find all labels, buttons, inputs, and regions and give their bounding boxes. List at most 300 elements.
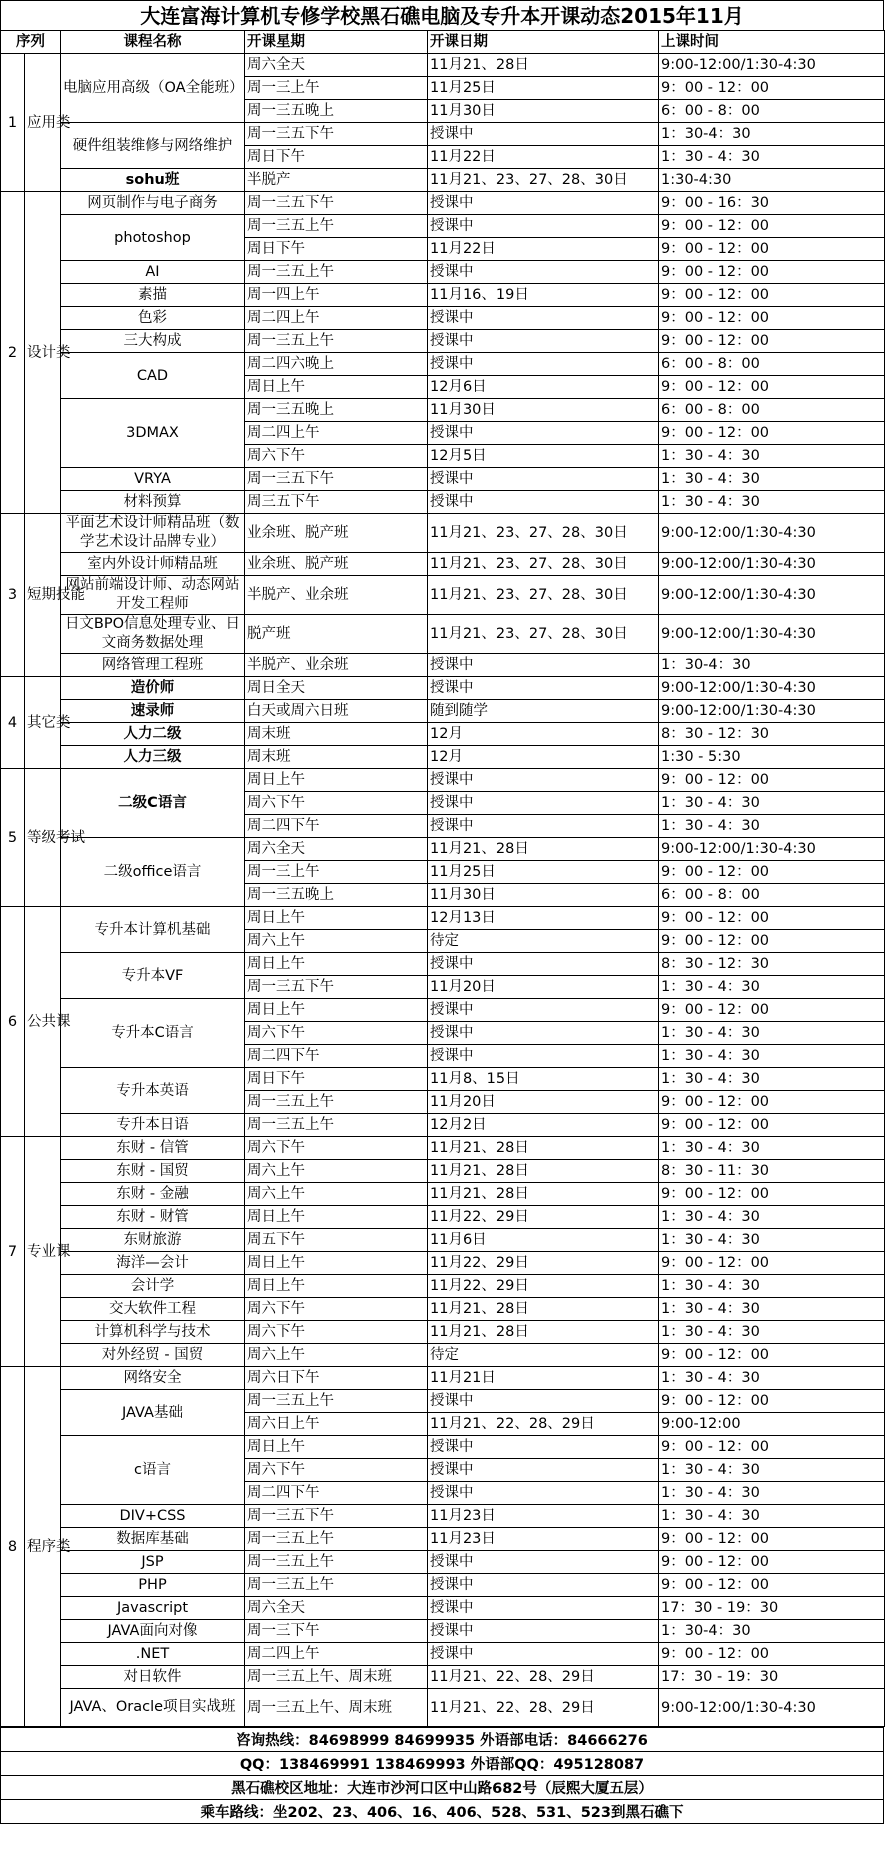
cell-date: 授课中 [428,307,659,330]
cell-date: 随到随学 [428,700,659,723]
cell-date: 授课中 [428,215,659,238]
cell-weekday: 周二四下午 [245,1482,428,1505]
group-number: 2 [1,192,25,514]
cell-date: 11月30日 [428,399,659,422]
cell-weekday: 业余班、脱产班 [245,553,428,576]
cell-time: 1:30 - 5:30 [659,746,885,769]
cell-date: 11月22、29日 [428,1275,659,1298]
cell-weekday: 周日上午 [245,907,428,930]
cell-weekday: 半脱产 [245,169,428,192]
group-category: 程序类 [25,1367,61,1727]
course-name: CAD [61,353,245,399]
cell-date: 11月21日 [428,1367,659,1390]
course-name: 海洋—会计 [61,1252,245,1275]
table-row [1,1689,885,1727]
table-row [1,261,885,284]
cell-date: 12月 [428,746,659,769]
course-name: JSP [61,1551,245,1574]
cell-date: 11月23日 [428,1528,659,1551]
course-name: 电脑应用高级（OA全能班） [61,54,245,123]
table-row [1,1206,885,1229]
cell-time: 9：00 - 12：00 [659,330,885,353]
cell-date: 11月21、28日 [428,838,659,861]
cell-weekday: 周日全天 [245,677,428,700]
course-name: 对日软件 [61,1666,245,1689]
cell-weekday: 周日上午 [245,1206,428,1229]
cell-time: 9：00 - 12：00 [659,769,885,792]
table-row [1,1321,885,1344]
cell-date: 11月21、23、27、28、30日 [428,169,659,192]
cell-date: 12月2日 [428,1114,659,1137]
group-category: 等级考试 [25,769,61,907]
header-date: 开课日期 [428,31,659,54]
footer-line: 黑石礁校区地址：大连市沙河口区中山路682号（辰熙大厦五层） [1,1776,884,1800]
cell-weekday: 白天或周六日班 [245,700,428,723]
cell-date: 授课中 [428,654,659,677]
cell-time: 9：00 - 16：30 [659,192,885,215]
table-row [1,1137,885,1160]
cell-weekday: 周二四上午 [245,1643,428,1666]
table-row [1,838,885,861]
cell-time: 9：00 - 12：00 [659,1390,885,1413]
course-name: 造价师 [61,677,245,700]
table-row [1,576,885,615]
cell-time: 9:00-12:00/1:30-4:30 [659,615,885,654]
cell-date: 11月22日 [428,146,659,169]
cell-date: 11月25日 [428,861,659,884]
cell-time: 1：30 - 4：30 [659,1206,885,1229]
cell-weekday: 周末班 [245,723,428,746]
cell-weekday: 周日下午 [245,1068,428,1091]
cell-date: 11月21、22、28、29日 [428,1689,659,1727]
course-name: 对外经贸 - 国贸 [61,1344,245,1367]
cell-weekday: 周二四下午 [245,815,428,838]
cell-weekday: 周六上午 [245,1183,428,1206]
cell-date: 授课中 [428,1482,659,1505]
cell-weekday: 周日上午 [245,1275,428,1298]
cell-weekday: 周二四上午 [245,422,428,445]
cell-weekday: 周日下午 [245,238,428,261]
course-name: 专升本VF [61,953,245,999]
table-row [1,1551,885,1574]
cell-weekday: 周六下午 [245,792,428,815]
course-name: 交大软件工程 [61,1298,245,1321]
cell-date: 授课中 [428,261,659,284]
cell-date: 11月22、29日 [428,1252,659,1275]
table-row [1,330,885,353]
cell-time: 9:00-12:00/1:30-4:30 [659,54,885,77]
cell-date: 授课中 [428,422,659,445]
table-row [1,1298,885,1321]
cell-weekday: 业余班、脱产班 [245,514,428,553]
cell-weekday: 周六全天 [245,838,428,861]
table-row [1,1666,885,1689]
course-name: 速录师 [61,700,245,723]
cell-date: 11月21、28日 [428,1160,659,1183]
table-row [1,123,885,146]
cell-time: 1：30-4：30 [659,654,885,677]
cell-time: 9：00 - 12：00 [659,861,885,884]
cell-date: 11月25日 [428,77,659,100]
cell-time: 9:00-12:00/1:30-4:30 [659,677,885,700]
cell-time: 9：00 - 12：00 [659,1643,885,1666]
course-name: 室内外设计师精品班 [61,553,245,576]
cell-time: 1：30 - 4：30 [659,1321,885,1344]
cell-weekday: 周一三五上午 [245,1528,428,1551]
cell-date: 11月21、28日 [428,1321,659,1344]
cell-weekday: 周一三五晚上 [245,399,428,422]
cell-weekday: 周六日下午 [245,1367,428,1390]
cell-time: 1：30 - 4：30 [659,445,885,468]
cell-weekday: 周日上午 [245,769,428,792]
cell-weekday: 周六下午 [245,1022,428,1045]
cell-weekday: 周六上午 [245,930,428,953]
course-name: 东财 - 金融 [61,1183,245,1206]
group-number: 5 [1,769,25,907]
cell-weekday: 周日上午 [245,953,428,976]
cell-time: 9：00 - 12：00 [659,1436,885,1459]
course-name: 东财 - 信管 [61,1137,245,1160]
cell-time: 9：00 - 12：00 [659,1114,885,1137]
cell-time: 9:00-12:00/1:30-4:30 [659,576,885,615]
table-row [1,769,885,792]
cell-time: 1：30 - 4：30 [659,1505,885,1528]
header-seq: 序列 [1,31,61,54]
cell-weekday: 周一三五下午 [245,1505,428,1528]
cell-date: 11月21、28日 [428,54,659,77]
cell-weekday: 周二四下午 [245,1045,428,1068]
table-row [1,1528,885,1551]
cell-time: 1：30 - 4：30 [659,1229,885,1252]
cell-time: 8：30 - 12：30 [659,953,885,976]
table-row [1,700,885,723]
cell-time: 17：30 - 19：30 [659,1597,885,1620]
course-name: sohu班 [61,169,245,192]
cell-time: 1：30 - 4：30 [659,815,885,838]
cell-weekday: 周二四上午 [245,307,428,330]
cell-time: 9：00 - 12：00 [659,307,885,330]
cell-date: 授课中 [428,330,659,353]
cell-weekday: 周一三五晚上 [245,100,428,123]
cell-date: 授课中 [428,1620,659,1643]
cell-time: 9：00 - 12：00 [659,261,885,284]
cell-date: 12月 [428,723,659,746]
course-name: 网络管理工程班 [61,654,245,677]
footer-row [1,1728,884,1752]
footer-row [1,1800,884,1824]
cell-weekday: 周一三五上午 [245,1390,428,1413]
cell-weekday: 周六日上午 [245,1413,428,1436]
cell-time: 6：00 - 8：00 [659,353,885,376]
cell-time: 6：00 - 8：00 [659,884,885,907]
course-name: 计算机科学与技术 [61,1321,245,1344]
table-row [1,907,885,930]
cell-date: 11月21、23、27、28、30日 [428,615,659,654]
cell-weekday: 周末班 [245,746,428,769]
cell-date: 授课中 [428,769,659,792]
cell-weekday: 周一三下午 [245,1620,428,1643]
table-row [1,553,885,576]
cell-weekday: 周一三五下午 [245,192,428,215]
table-row [1,654,885,677]
table-row [1,491,885,514]
course-name: 专升本日语 [61,1114,245,1137]
table-row [1,677,885,700]
cell-time: 9：00 - 12：00 [659,1091,885,1114]
cell-date: 授课中 [428,491,659,514]
cell-weekday: 周六下午 [245,1298,428,1321]
cell-date: 11月20日 [428,976,659,999]
table-row [1,307,885,330]
course-name: 三大构成 [61,330,245,353]
page-title: 大连富海计算机专修学校黑石礁电脑及专升本开课动态2015年11月 [0,0,884,30]
course-name: 素描 [61,284,245,307]
course-name: 东财 - 国贸 [61,1160,245,1183]
schedule-table [0,30,885,1727]
cell-weekday: 周六上午 [245,1160,428,1183]
course-name: 会计学 [61,1275,245,1298]
cell-date: 11月8、15日 [428,1068,659,1091]
cell-weekday: 周一三五上午 [245,330,428,353]
cell-weekday: 周一三五下午 [245,976,428,999]
table-row [1,514,885,553]
table-row [1,1390,885,1413]
group-category: 专业课 [25,1137,61,1367]
cell-date: 授课中 [428,1022,659,1045]
cell-date: 11月21、23、27、28、30日 [428,514,659,553]
cell-date: 11月21、28日 [428,1298,659,1321]
cell-time: 9:00-12:00/1:30-4:30 [659,553,885,576]
cell-date: 授课中 [428,192,659,215]
cell-date: 授课中 [428,1390,659,1413]
table-row [1,1275,885,1298]
group-category: 应用类 [25,54,61,192]
course-name: 网络安全 [61,1367,245,1390]
cell-date: 待定 [428,930,659,953]
cell-time: 9:00-12:00/1:30-4:30 [659,700,885,723]
cell-date: 11月21、23、27、28、30日 [428,553,659,576]
cell-time: 9：00 - 12：00 [659,999,885,1022]
cell-weekday: 周日上午 [245,999,428,1022]
cell-date: 授课中 [428,123,659,146]
cell-weekday: 周一三五下午 [245,468,428,491]
cell-time: 6：00 - 8：00 [659,399,885,422]
cell-time: 1：30-4：30 [659,123,885,146]
cell-weekday: 周六下午 [245,1321,428,1344]
course-name: DIV+CSS [61,1505,245,1528]
cell-time: 9：00 - 12：00 [659,422,885,445]
group-number: 7 [1,1137,25,1367]
cell-time: 9：00 - 12：00 [659,1528,885,1551]
cell-time: 1：30 - 4：30 [659,792,885,815]
cell-date: 授课中 [428,1459,659,1482]
cell-weekday: 周一四上午 [245,284,428,307]
course-name: 东财 - 财管 [61,1206,245,1229]
cell-time: 1：30 - 4：30 [659,976,885,999]
header-course: 课程名称 [61,31,245,54]
cell-date: 12月6日 [428,376,659,399]
footer-line: 乘车路线：坐202、23、406、16、406、528、531、523到黑石礁下 [1,1800,884,1824]
cell-time: 17：30 - 19：30 [659,1666,885,1689]
cell-time: 9:00-12:00/1:30-4:30 [659,838,885,861]
course-name: 平面艺术设计师精品班（数学艺术设计品牌专业） [61,514,245,553]
header-time: 上课时间 [659,31,885,54]
cell-time: 8：30 - 11：30 [659,1160,885,1183]
cell-weekday: 周一三五上午 [245,1551,428,1574]
table-header-row [1,31,885,54]
cell-weekday: 半脱产、业余班 [245,576,428,615]
cell-weekday: 周日下午 [245,146,428,169]
course-name: 人力三级 [61,746,245,769]
cell-weekday: 半脱产、业余班 [245,654,428,677]
cell-date: 授课中 [428,815,659,838]
cell-date: 授课中 [428,1643,659,1666]
cell-time: 9：00 - 12：00 [659,238,885,261]
cell-time: 9:00-12:00/1:30-4:30 [659,514,885,553]
cell-date: 11月21、23、27、28、30日 [428,576,659,615]
table-row [1,746,885,769]
group-number: 4 [1,677,25,769]
cell-time: 1：30-4：30 [659,1620,885,1643]
course-name: 专升本计算机基础 [61,907,245,953]
cell-date: 12月13日 [428,907,659,930]
course-name: JAVA、Oracle项目实战班 [61,1689,245,1727]
course-name: 数据库基础 [61,1528,245,1551]
cell-time: 1：30 - 4：30 [659,1022,885,1045]
cell-date: 授课中 [428,353,659,376]
table-row [1,999,885,1022]
cell-time: 8：30 - 12：30 [659,723,885,746]
course-name: 网站前端设计师、动态网站开发工程师 [61,576,245,615]
table-row [1,353,885,376]
course-name: 网页制作与电子商务 [61,192,245,215]
cell-weekday: 周三五下午 [245,491,428,514]
cell-weekday: 周六上午 [245,1344,428,1367]
group-number: 3 [1,514,25,677]
cell-weekday: 周五下午 [245,1229,428,1252]
cell-date: 11月30日 [428,100,659,123]
cell-date: 11月21、28日 [428,1183,659,1206]
cell-weekday: 脱产班 [245,615,428,654]
cell-time: 1：30 - 4：30 [659,491,885,514]
table-row [1,54,885,77]
footer-row [1,1752,884,1776]
cell-time: 9：00 - 12：00 [659,376,885,399]
cell-time: 9：00 - 12：00 [659,907,885,930]
cell-weekday: 周一三五上午 [245,1091,428,1114]
cell-time: 1：30 - 4：30 [659,468,885,491]
table-row [1,1114,885,1137]
cell-time: 9：00 - 12：00 [659,1344,885,1367]
group-number: 6 [1,907,25,1137]
cell-date: 授课中 [428,468,659,491]
cell-time: 9：00 - 12：00 [659,1183,885,1206]
cell-weekday: 周一三五上午、周末班 [245,1689,428,1727]
cell-weekday: 周六下午 [245,1459,428,1482]
course-name: 日文BPO信息处理专业、日文商务数据处理 [61,615,245,654]
course-name: 3DMAX [61,399,245,468]
table-row [1,1229,885,1252]
cell-date: 11月21、22、28、29日 [428,1413,659,1436]
header-weekday: 开课星期 [245,31,428,54]
course-name: Javascript [61,1597,245,1620]
cell-time: 9：00 - 12：00 [659,284,885,307]
cell-time: 9:00-12:00/1:30-4:30 [659,1689,885,1727]
contact-footer [0,1727,884,1824]
course-name: JAVA基础 [61,1390,245,1436]
cell-date: 11月22、29日 [428,1206,659,1229]
course-name: photoshop [61,215,245,261]
cell-time: 1：30 - 4：30 [659,1298,885,1321]
cell-date: 授课中 [428,1574,659,1597]
cell-weekday: 周六下午 [245,1137,428,1160]
course-name: 二级C语言 [61,769,245,838]
cell-time: 1：30 - 4：30 [659,1045,885,1068]
cell-date: 11月6日 [428,1229,659,1252]
table-row [1,215,885,238]
table-row [1,1505,885,1528]
cell-date: 11月16、19日 [428,284,659,307]
table-row [1,468,885,491]
table-row [1,1068,885,1091]
cell-weekday: 周一三五晚上 [245,884,428,907]
cell-weekday: 周一三五上午 [245,261,428,284]
course-name: 二级office语言 [61,838,245,907]
cell-time: 1：30 - 4：30 [659,1459,885,1482]
group-number: 1 [1,54,25,192]
footer-row [1,1776,884,1800]
table-row [1,1574,885,1597]
course-name: 专升本C语言 [61,999,245,1068]
course-name: .NET [61,1643,245,1666]
cell-time: 1：30 - 4：30 [659,146,885,169]
cell-weekday: 周一三五上午 [245,1574,428,1597]
cell-date: 授课中 [428,1045,659,1068]
cell-weekday: 周六下午 [245,445,428,468]
table-row [1,284,885,307]
table-row [1,1643,885,1666]
table-row [1,1160,885,1183]
table-row [1,723,885,746]
group-category: 短期技能 [25,514,61,677]
group-category: 公共课 [25,907,61,1137]
table-row [1,1344,885,1367]
cell-date: 11月21、22、28、29日 [428,1666,659,1689]
table-row [1,399,885,422]
cell-date: 授课中 [428,1436,659,1459]
table-row [1,1367,885,1390]
cell-time: 1：30 - 4：30 [659,1367,885,1390]
footer-line: 咨询热线：84698999 84699935 外语部电话：84666276 [1,1728,884,1752]
cell-time: 1：30 - 4：30 [659,1068,885,1091]
cell-date: 待定 [428,1344,659,1367]
schedule-body [1,31,885,1727]
cell-time: 9：00 - 12：00 [659,930,885,953]
cell-time: 1：30 - 4：30 [659,1482,885,1505]
cell-time: 9:00-12:00 [659,1413,885,1436]
cell-weekday: 周日上午 [245,1436,428,1459]
course-name: AI [61,261,245,284]
cell-time: 9：00 - 12：00 [659,1252,885,1275]
table-row [1,615,885,654]
cell-weekday: 周一三五上午、周末班 [245,1666,428,1689]
cell-time: 1:30-4:30 [659,169,885,192]
cell-date: 11月22日 [428,238,659,261]
group-category: 设计类 [25,192,61,514]
course-name: JAVA面向对像 [61,1620,245,1643]
cell-weekday: 周一三五下午 [245,123,428,146]
cell-time: 9：00 - 12：00 [659,77,885,100]
